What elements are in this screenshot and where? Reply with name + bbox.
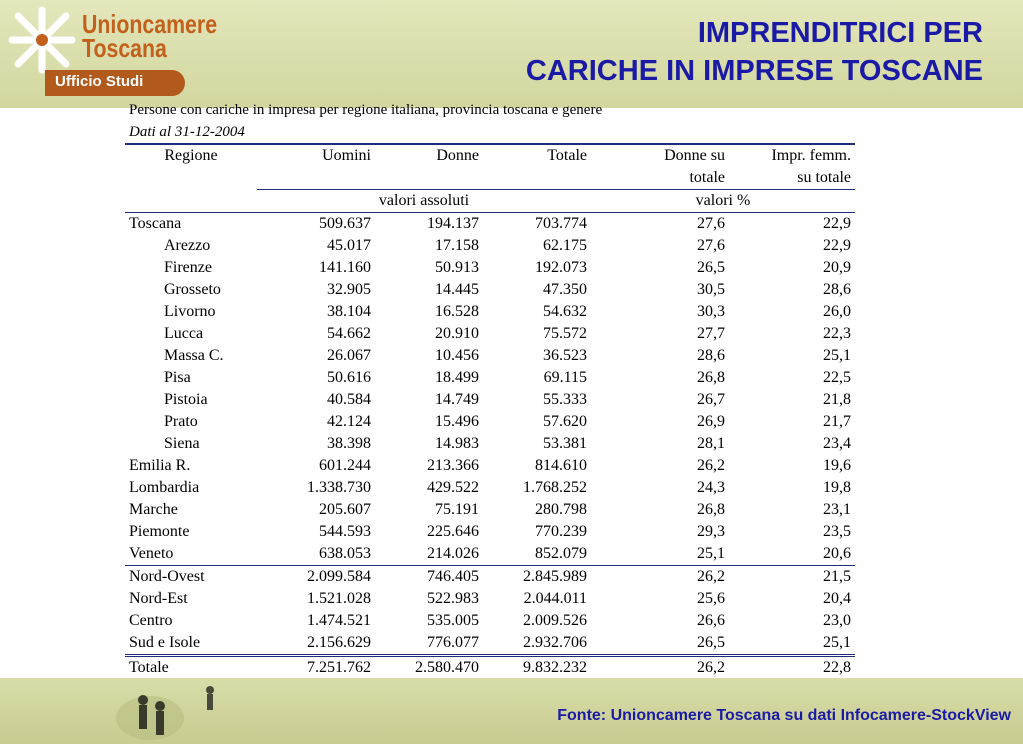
table-row	[125, 566, 855, 589]
pct-donne-value: 26,8	[697, 501, 725, 518]
pct-donne-value: 27,7	[697, 325, 725, 342]
region-name: Siena	[164, 435, 200, 452]
pct-impr-value: 22,9	[823, 237, 851, 254]
donne-value: 17.158	[435, 237, 479, 254]
uomini-value: 601.244	[319, 457, 371, 474]
pct-impr-value: 22,3	[823, 325, 851, 342]
uomini-value: 42.124	[327, 413, 371, 430]
totale-value: 2.932.706	[523, 634, 587, 651]
table-row	[125, 433, 855, 455]
table-row	[125, 301, 855, 323]
pct-donne-value: 25,6	[697, 590, 725, 607]
table-row	[125, 279, 855, 301]
uomini-value: 544.593	[319, 523, 371, 540]
pct-impr-value: 26,0	[823, 303, 851, 320]
subheader-row	[125, 190, 855, 213]
header-row-1	[125, 144, 855, 167]
region-name: Centro	[129, 612, 173, 629]
region-name: Lucca	[164, 325, 204, 342]
donne-value: 10.456	[435, 347, 479, 364]
uomini-value: 2.099.584	[257, 566, 375, 589]
table-row	[125, 499, 855, 521]
donne-value: 14.749	[435, 391, 479, 408]
data-table	[125, 143, 855, 681]
subheader-percent: valori %	[591, 190, 855, 213]
region-name: Marche	[129, 501, 178, 518]
totale-value: 2.044.011	[523, 590, 587, 607]
pct-impr-value: 20,9	[823, 259, 851, 276]
pct-donne-value: 26,2	[697, 457, 725, 474]
table-row	[125, 411, 855, 433]
totale-value: 703.774	[483, 213, 591, 236]
pct-impr-value: 21,5	[729, 566, 855, 589]
table-row	[125, 455, 855, 477]
table-row	[125, 213, 855, 236]
col-header-donne: Donne	[375, 144, 483, 167]
uomini-value: 2.156.629	[307, 634, 371, 651]
pct-donne-value: 25,1	[697, 545, 725, 562]
donne-value: 18.499	[435, 369, 479, 386]
region-name: Firenze	[164, 259, 212, 276]
table-row	[125, 632, 855, 656]
pct-impr-value: 25,1	[823, 634, 851, 651]
col-header-uomini: Uomini	[257, 144, 375, 167]
logo-wordmark	[82, 9, 218, 63]
region-name: Totale	[125, 656, 257, 681]
region-name: Veneto	[129, 545, 174, 562]
totale-value: 47.350	[543, 281, 587, 298]
pct-impr-value: 21,7	[823, 413, 851, 430]
region-name: Pisa	[164, 369, 191, 386]
region-name: Emilia R.	[129, 457, 191, 474]
donne-value: 194.137	[375, 213, 483, 236]
pct-impr-value: 22,8	[729, 656, 855, 681]
region-name: Piemonte	[129, 523, 190, 540]
pct-donne-value: 26,6	[697, 612, 725, 629]
donne-value: 225.646	[427, 523, 479, 540]
pct-donne-value: 28,1	[697, 435, 725, 452]
table-row	[125, 477, 855, 499]
totale-value: 62.175	[543, 237, 587, 254]
totale-value: 814.610	[535, 457, 587, 474]
uomini-value: 1.521.028	[307, 590, 371, 607]
region-name: Pistoia	[164, 391, 208, 408]
totale-value: 770.239	[535, 523, 587, 540]
totale-value: 280.798	[535, 501, 587, 518]
totale-value: 57.620	[543, 413, 587, 430]
pct-impr-value: 23,1	[823, 501, 851, 518]
uomini-value: 54.662	[327, 325, 371, 342]
pct-donne-value: 27,6	[697, 237, 725, 254]
pct-impr-value: 23,4	[823, 435, 851, 452]
region-name: Grosseto	[164, 281, 221, 298]
pct-impr-value: 25,1	[823, 347, 851, 364]
page-title	[526, 14, 983, 90]
totale-value: 69.115	[543, 369, 587, 386]
uomini-value: 7.251.762	[257, 656, 375, 681]
unioncamere-logo-icon	[8, 6, 76, 74]
table-row	[125, 367, 855, 389]
title-line-2: CARICHE IN IMPRESE TOSCANE	[525, 55, 983, 87]
donne-value: 214.026	[427, 545, 479, 562]
uomini-value: 38.104	[327, 303, 371, 320]
col-header-donne-su-2: totale	[689, 169, 725, 186]
uomini-value: 50.616	[327, 369, 371, 386]
ufficio-studi-label: Ufficio Studi	[55, 73, 144, 90]
col-header-impr-femm-2: su totale	[797, 169, 851, 186]
pct-donne-value: 30,5	[697, 281, 725, 298]
totale-value: 1.768.252	[523, 479, 587, 496]
pct-donne-value: 26,8	[697, 369, 725, 386]
totale-value: 53.381	[543, 435, 587, 452]
uomini-value: 40.584	[327, 391, 371, 408]
col-header-regione: Regione	[125, 144, 257, 167]
table-row	[125, 389, 855, 411]
pct-donne-value: 26,5	[697, 634, 725, 651]
pct-impr-value: 20,4	[823, 590, 851, 607]
uomini-value: 1.338.730	[307, 479, 371, 496]
logo-line-1: Unioncamere	[82, 9, 218, 39]
donne-value: 75.191	[435, 501, 479, 518]
region-name: Prato	[164, 413, 198, 430]
donne-value: 535.005	[427, 612, 479, 629]
table-row	[125, 588, 855, 610]
pct-donne-value: 26,5	[697, 259, 725, 276]
table-row	[125, 235, 855, 257]
uomini-value: 205.607	[319, 501, 371, 518]
donne-value: 14.445	[435, 281, 479, 298]
pct-impr-value: 22,9	[729, 213, 855, 236]
donne-value: 20.910	[435, 325, 479, 342]
donne-value: 15.496	[435, 413, 479, 430]
pct-donne-value: 24,3	[697, 479, 725, 496]
region-name: Nord-Ovest	[125, 566, 257, 589]
donne-value: 16.528	[435, 303, 479, 320]
table-row	[125, 257, 855, 279]
pct-donne-value: 26,2	[591, 566, 729, 589]
donne-value: 50.913	[435, 259, 479, 276]
pct-impr-value: 23,0	[823, 612, 851, 629]
table-row	[125, 610, 855, 632]
col-header-donne-su: Donne su	[591, 144, 729, 167]
donne-value: 522.983	[427, 590, 479, 607]
totale-value: 55.333	[543, 391, 587, 408]
totale-value: 36.523	[543, 347, 587, 364]
pct-donne-value: 26,9	[697, 413, 725, 430]
pct-impr-value: 19,6	[823, 457, 851, 474]
pct-impr-value: 19,8	[823, 479, 851, 496]
table-caption: Persone con cariche in impresa per regione italiana, provincia toscana e genere	[129, 102, 603, 118]
pct-donne-value: 26,2	[591, 656, 729, 681]
uomini-value: 638.053	[319, 545, 371, 562]
uomini-value: 45.017	[327, 237, 371, 254]
table-row	[125, 543, 855, 566]
uomini-value: 32.905	[327, 281, 371, 298]
pct-impr-value: 21,8	[823, 391, 851, 408]
uomini-value: 1.474.521	[307, 612, 371, 629]
uomini-value: 38.398	[327, 435, 371, 452]
header-row-2	[125, 167, 855, 190]
region-name: Nord-Est	[129, 590, 188, 607]
donne-value: 2.580.470	[375, 656, 483, 681]
col-header-totale: Totale	[483, 144, 591, 167]
region-name: Toscana	[125, 213, 257, 236]
table-date: Dati al 31-12-2004	[129, 124, 245, 140]
donne-value: 746.405	[375, 566, 483, 589]
uomini-value: 141.160	[319, 259, 371, 276]
totale-value: 852.079	[535, 545, 587, 562]
col-header-impr-femm: Impr. femm.	[729, 144, 855, 167]
totale-value: 2.845.989	[483, 566, 591, 589]
people-photo-icon	[110, 678, 260, 744]
uomini-value: 26.067	[327, 347, 371, 364]
pct-impr-value: 22,5	[823, 369, 851, 386]
region-name: Massa C.	[164, 347, 224, 364]
pct-impr-value: 28,6	[823, 281, 851, 298]
donne-value: 776.077	[427, 634, 479, 651]
table-row	[125, 323, 855, 345]
totale-value: 2.009.526	[523, 612, 587, 629]
donne-value: 429.522	[427, 479, 479, 496]
subheader-absolute: valori assoluti	[257, 190, 591, 213]
pct-donne-value: 30,3	[697, 303, 725, 320]
region-name: Livorno	[164, 303, 216, 320]
region-name: Arezzo	[164, 237, 211, 254]
table-row	[125, 656, 855, 681]
pct-donne-value: 28,6	[697, 347, 725, 364]
logo-line-2: Toscana	[82, 33, 167, 63]
donne-value: 213.366	[427, 457, 479, 474]
donne-value: 14.983	[435, 435, 479, 452]
table-row	[125, 521, 855, 543]
title-line-1: IMPRENDITRICI PER	[697, 17, 983, 49]
source-note: Fonte: Unioncamere Toscana su dati Infocamere-StockView	[557, 707, 1011, 724]
uomini-value: 509.637	[257, 213, 375, 236]
region-name: Lombardia	[129, 479, 200, 496]
totale-value: 75.572	[543, 325, 587, 342]
pct-donne-value: 26,7	[697, 391, 725, 408]
pct-impr-value: 20,6	[823, 545, 851, 562]
pct-impr-value: 23,5	[823, 523, 851, 540]
pct-donne-value: 29,3	[697, 523, 725, 540]
totale-value: 192.073	[535, 259, 587, 276]
totale-value: 9.832.232	[483, 656, 591, 681]
table-row	[125, 345, 855, 367]
totale-value: 54.632	[543, 303, 587, 320]
pct-donne-value: 27,6	[591, 213, 729, 236]
region-name: Sud e Isole	[129, 634, 201, 651]
